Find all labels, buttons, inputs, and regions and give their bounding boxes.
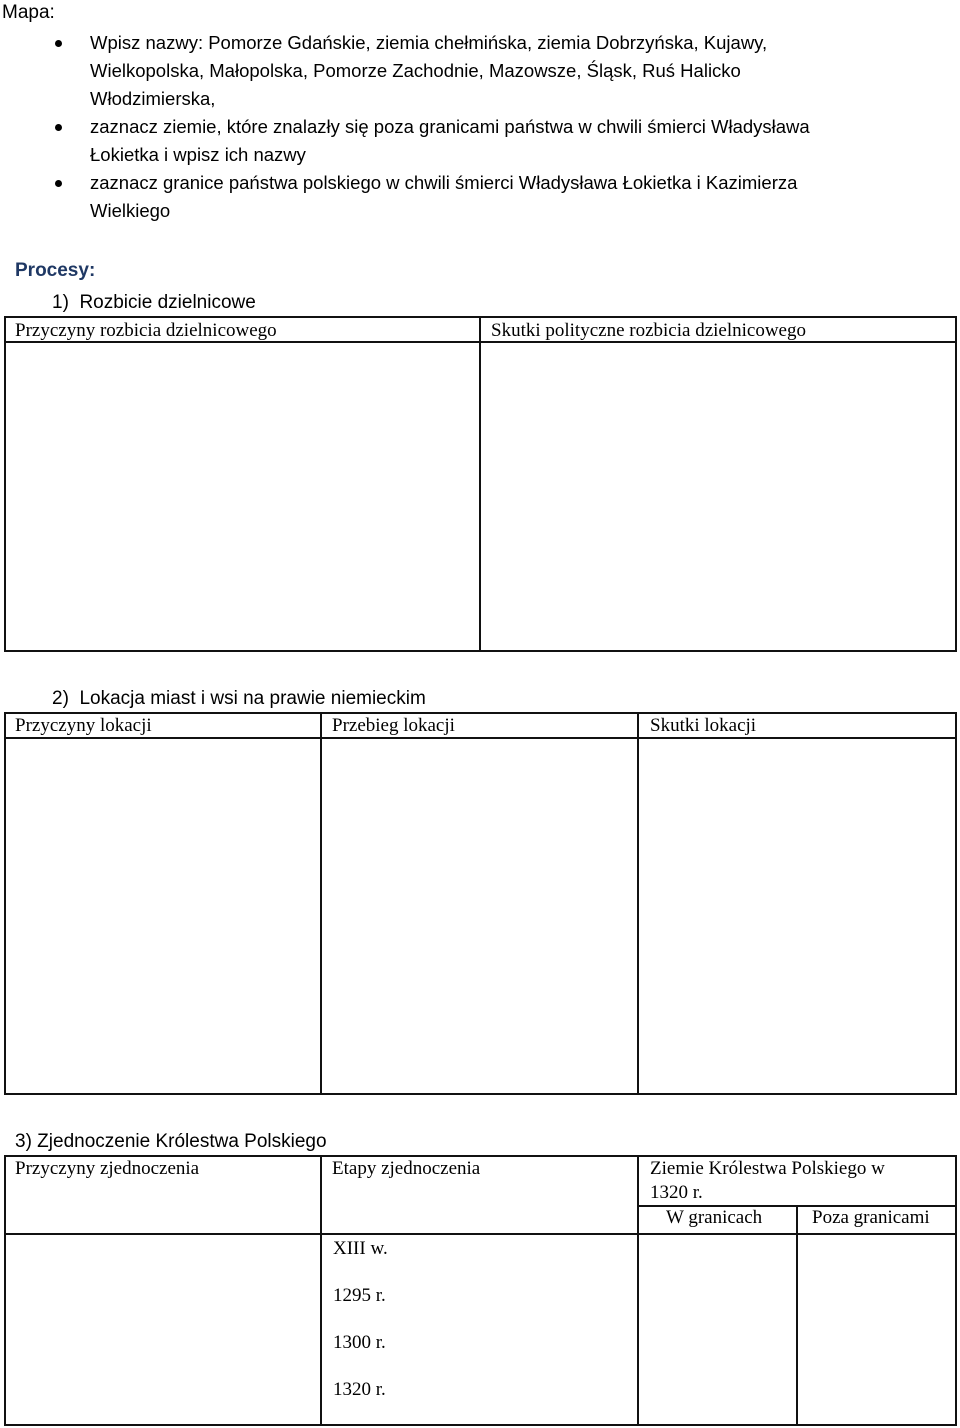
table-3-header-causes: Przyczyny zjednoczenia xyxy=(15,1158,200,1179)
table-1-header-effects: Skutki polityczne rozbicia dzielnicowego xyxy=(491,320,806,341)
table-3-stage-3: 1300 r. xyxy=(333,1332,386,1353)
bullet-dot-icon xyxy=(55,180,62,187)
table-2-right-border xyxy=(955,712,957,1095)
map-bullet-1-line1: Wpisz nazwy: Pomorze Gdańskie, ziemia chełmińska, ziemia Dobrzyńska, Kujawy, xyxy=(90,32,768,53)
table-3-divider-1 xyxy=(320,1155,322,1426)
table-2-top-border xyxy=(4,712,957,714)
table-3-subheader-outside: Poza granicami xyxy=(812,1207,930,1228)
table-3-stage-1: XIII w. xyxy=(333,1238,388,1259)
table-3-header-stages: Etapy zjednoczenia xyxy=(332,1158,481,1179)
table-3-subheader-inside: W granicach xyxy=(666,1207,763,1228)
map-bullet-1-line3: Włodzimierska, xyxy=(90,88,216,109)
table-2-causes-cell[interactable] xyxy=(6,739,320,1093)
table-2-course-cell[interactable] xyxy=(322,739,637,1093)
map-bullet-2-line1: zaznacz ziemie, które znalazły się poza granicami państwa w chwili śmierci Władysława xyxy=(90,116,810,137)
table-2-effects-cell[interactable] xyxy=(639,739,955,1093)
table-3-inside-cell[interactable] xyxy=(639,1235,796,1424)
table-3-header-lands-line2: 1320 r. xyxy=(650,1182,703,1203)
map-bullet-3-line2: Wielkiego xyxy=(90,200,171,221)
table-3-stage-4: 1320 r. xyxy=(333,1379,386,1400)
table-1-header-causes: Przyczyny rozbicia dzielnicowego xyxy=(15,320,277,341)
map-bullet-2-line2: Łokietka i wpisz ich nazwy xyxy=(90,144,306,165)
map-bullet-3-line1: zaznacz granice państwa polskiego w chwili śmierci Władysława Łokietka i Kazimierza xyxy=(90,172,798,193)
map-bullet-1-line2: Wielkopolska, Małopolska, Pomorze Zachodnie, Mazowsze, Śląsk, Ruś Halicko xyxy=(90,60,741,81)
table-2-bottom-border xyxy=(4,1093,957,1095)
bullet-dot-icon xyxy=(55,124,62,131)
table-1-causes-cell[interactable] xyxy=(6,343,479,650)
table-1-right-border xyxy=(955,316,957,652)
table-2-header-causes: Przyczyny lokacji xyxy=(15,715,152,736)
table-3-outside-cell[interactable] xyxy=(798,1235,955,1424)
process-1-title: 1) Rozbicie dzielnicowe xyxy=(52,292,256,313)
processes-heading: Procesy: xyxy=(15,260,96,281)
map-heading: Mapa: xyxy=(2,2,55,23)
process-3-title: 3) Zjednoczenie Królestwa Polskiego xyxy=(15,1131,327,1152)
bullet-dot-icon xyxy=(55,40,62,47)
table-3-bottom-border xyxy=(4,1424,957,1426)
table-3-stage-2: 1295 r. xyxy=(333,1285,386,1306)
table-2-header-effects: Skutki lokacji xyxy=(650,715,757,736)
table-3-header-lands-line1: Ziemie Królestwa Polskiego w xyxy=(650,1158,885,1179)
process-2-title: 2) Lokacja miast i wsi na prawie niemieckim xyxy=(52,688,426,709)
table-1-effects-cell[interactable] xyxy=(481,343,955,650)
table-3-right-border xyxy=(955,1155,957,1426)
table-3-causes-cell[interactable] xyxy=(6,1235,320,1424)
table-2-header-course: Przebieg lokacji xyxy=(332,715,455,736)
